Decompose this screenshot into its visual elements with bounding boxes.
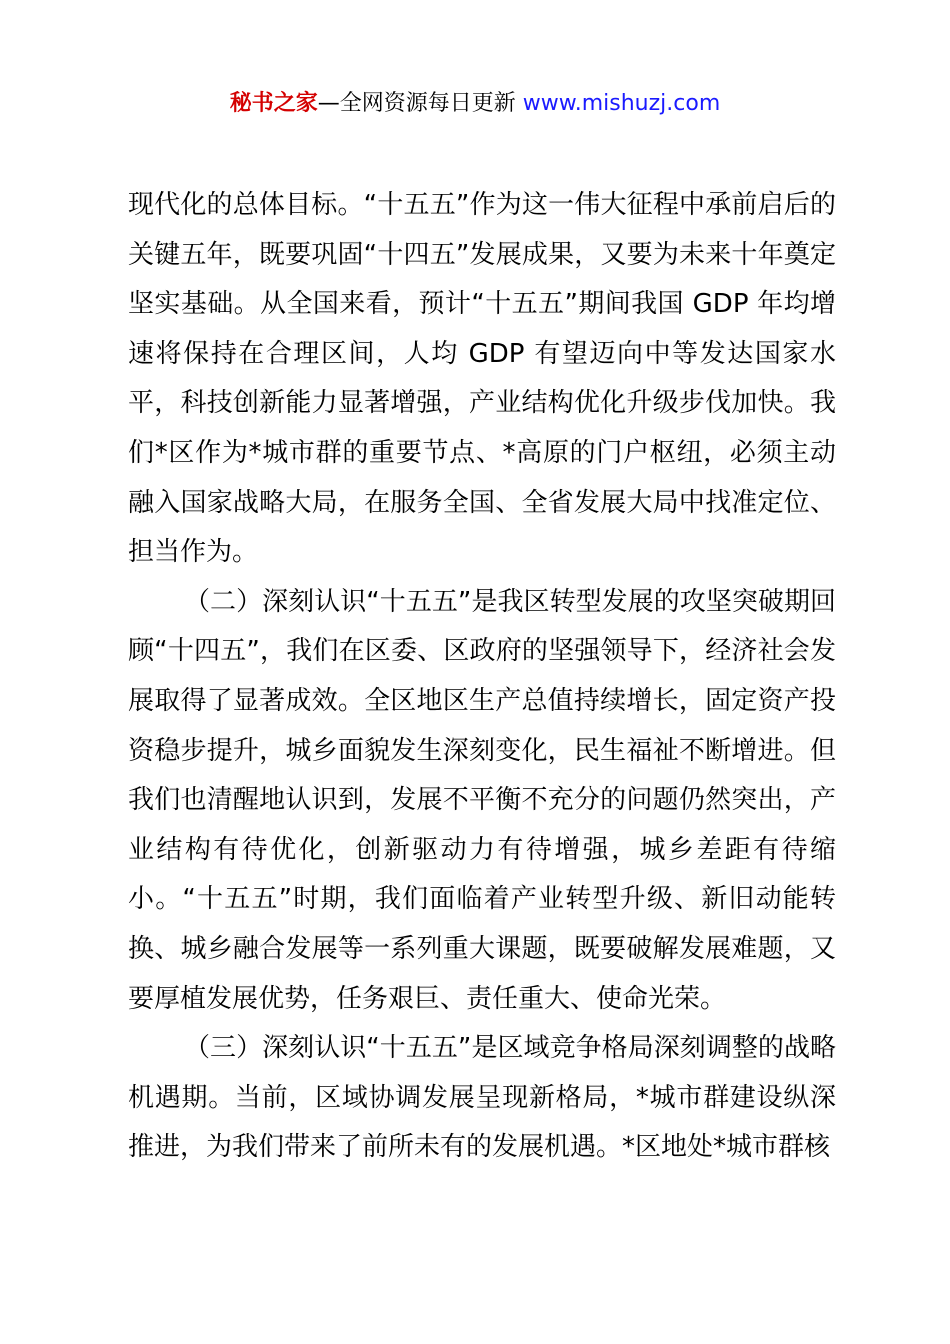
- brand-name: 秘书之家: [229, 91, 318, 116]
- paragraph-2: （二）深刻认识“十五五”是我区转型发展的攻坚突破期回顾“十四五”，我们在区委、区政府的坚强领导下，经济社会发展取得了显著成效。全区地区生产总值持续增长，固定资产投资稳步提升，城乡面貌发生深刻变化，民生福祉不断增进。但我们也清醒地认识到，发展不平衡不充分的问题仍然突出，产业结构有待优化，创新驱动力有待增强，城乡差距有待缩小。“十五五”时期，我们面临着产业转型升级、新旧动能转换、城乡融合发展等一系列重大课题，既要破解发展难题，又要厚植发展优势，任务艰巨、责任重大、使命光荣。: [128, 586, 836, 1014]
- page-header: [0, 86, 950, 122]
- header-tagline: —全网资源每日更新: [317, 91, 523, 116]
- paragraph-1: 现代化的总体目标。“十五五”作为这一伟大征程中承前启后的关键五年，既要巩固“十四五”发展成果，又要为未来十年奠定坚实基础。从全国来看，预计“十五五”期间我国 GDP 年均增速将保持在合理区间，人均 GDP 有望迈向中等发达国家水平，科技创新能力显著增强，产业结构优化升级步伐加快。我们*区作为*城市群的重要节点、*高原的门户枢纽，必须主动融入国家战略大局，在服务全国、全省发展大局中找准定位、担当作为。: [128, 190, 836, 568]
- site-url-link[interactable]: www.mishuzj.com: [522, 91, 721, 116]
- document-body: [128, 181, 836, 1173]
- paragraph-3: （三）深刻认识“十五五”是区域竞争格局深刻调整的战略机遇期。当前，区域协调发展呈现新格局，*城市群建设纵深推进，为我们带来了前所未有的发展机遇。*区地处*城市群核: [128, 1033, 836, 1163]
